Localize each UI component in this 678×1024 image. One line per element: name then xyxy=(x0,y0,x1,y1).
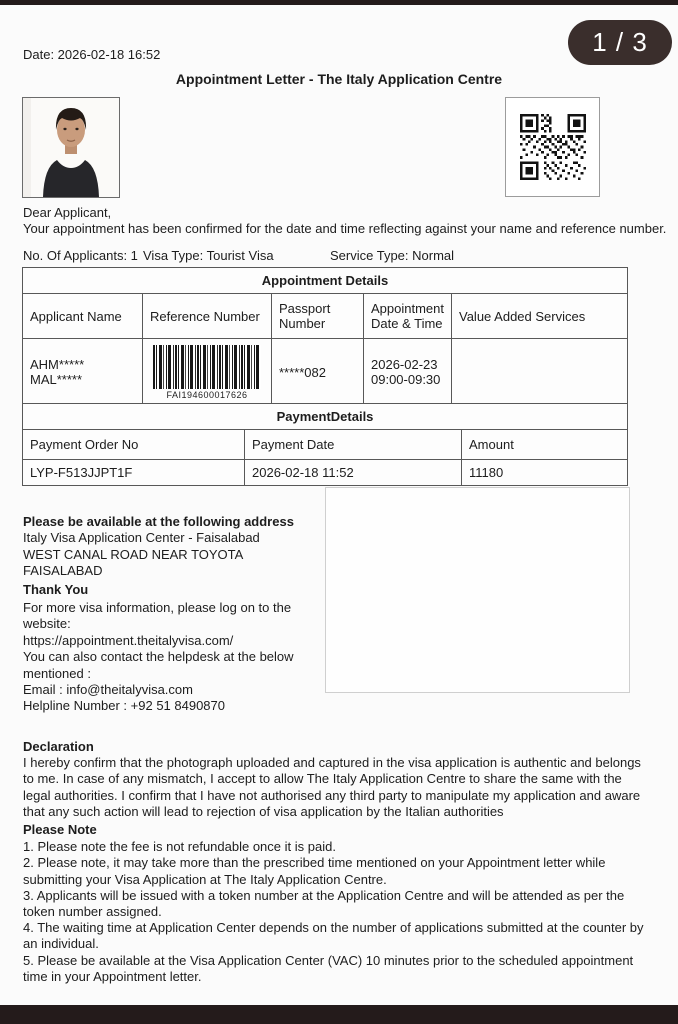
website-url: https://appointment.theitalyvisa.com/ xyxy=(23,632,234,648)
visa-type: Visa Type: Tourist Visa xyxy=(143,248,274,263)
viewer-bottom-bar xyxy=(0,1005,678,1024)
service-type: Service Type: Normal xyxy=(330,248,455,263)
col-header-passport-number: Passport Number xyxy=(272,294,364,339)
page-indicator-badge xyxy=(568,20,672,65)
reference-number-cell xyxy=(143,339,272,406)
signature-placeholder-box xyxy=(325,487,630,693)
barcode-label: FAI194600017626 xyxy=(166,389,248,400)
helpdesk-line-2: mentioned : xyxy=(23,665,91,681)
qr-code xyxy=(505,97,600,197)
helpline-line: Helpline Number : +92 51 8490870 xyxy=(23,698,226,714)
address-line-1: Italy Visa Application Center - Faisalabad xyxy=(23,530,260,546)
col-header-payment-date: Payment Date xyxy=(245,430,462,460)
address-block xyxy=(23,514,323,715)
helpdesk-line-1: You can also contact the helpdesk at the below xyxy=(23,649,294,665)
qr-code-graphic xyxy=(520,114,586,180)
letter-title: Appointment Letter - The Italy Application Centre xyxy=(175,71,503,87)
table-row xyxy=(23,339,628,406)
note-item: 4. The waiting time at Application Center depends on the number of applications submitted at the counter by an individual. xyxy=(23,920,644,952)
note-item: 1. Please note the fee is not refundable once it is paid. xyxy=(23,839,336,855)
please-note-heading: Please Note xyxy=(23,822,97,837)
payment-date-cell: 2026-02-18 11:52 xyxy=(245,460,462,486)
applicant-portrait-graphic xyxy=(23,98,119,197)
appointment-details-table xyxy=(22,267,628,406)
col-header-amount: Amount xyxy=(462,430,628,460)
passport-number-cell: *****082 xyxy=(272,339,364,406)
address-line-2: WEST CANAL ROAD NEAR TOYOTA FAISALABAD xyxy=(23,546,243,579)
thank-you: Thank You xyxy=(23,581,89,597)
declaration-text: I hereby confirm that the photograph uploaded and captured in the visa application is authentic and belongs to me. In case of any mismatch, I accept to allow The Italy Application Centre to share the same with the legal authorities. I confirm that I have not authorised any third party to manipulate my application and aware that any such action will lead to rejection of visa application by the Italian authorities xyxy=(23,755,641,819)
declaration-section xyxy=(23,739,651,820)
applicant-photo xyxy=(22,97,120,198)
barcode-graphic xyxy=(153,345,261,389)
salutation-block xyxy=(23,205,668,237)
col-header-applicant-name: Applicant Name xyxy=(23,294,143,339)
value-added-services-cell xyxy=(452,339,628,406)
payment-order-no-cell: LYP-F513JJPT1F xyxy=(23,460,245,486)
applicants-count: No. Of Applicants: 1 xyxy=(23,248,138,263)
website-intro: For more visa information, please log on to the website: xyxy=(23,600,292,632)
summary-row xyxy=(23,248,663,264)
letter-date: Date: 2026-02-18 16:52 xyxy=(23,47,161,62)
note-item: 3. Applicants will be issued with a token number at the Application Centre and will be attended as per the token number assigned. xyxy=(23,887,625,920)
col-header-appointment-datetime: Appointment Date & Time xyxy=(364,294,452,339)
payment-table-title: PaymentDetails xyxy=(23,404,628,430)
applicant-name-cell: AHM***** MAL***** xyxy=(23,339,143,406)
appointment-datetime-cell: 2026-02-23 09:00-09:30 xyxy=(364,339,452,406)
viewer-top-bar xyxy=(0,0,678,5)
email-line: Email : info@theitalyvisa.com xyxy=(23,682,193,698)
page-indicator-text: 1 / 3 xyxy=(592,27,648,57)
table-row xyxy=(23,460,628,486)
col-header-reference-number: Reference Number xyxy=(143,294,272,339)
declaration-heading: Declaration xyxy=(23,739,94,754)
payment-details-table xyxy=(22,403,628,486)
col-header-value-added-services: Value Added Services xyxy=(452,294,628,339)
appointment-table-title: Appointment Details xyxy=(23,268,628,294)
note-item: 5. Please be available at the Visa Application Center (VAC) 10 minutes prior to the scheduled appointment time in your Appointment letter. xyxy=(23,952,634,984)
address-heading: Please be available at the following address xyxy=(23,514,294,529)
confirmation-text: Your appointment has been confirmed for the date and time reflecting against your name and reference number. xyxy=(23,221,667,236)
please-note-section xyxy=(23,822,645,985)
col-header-payment-order-no: Payment Order No xyxy=(23,430,245,460)
note-item: 2. Please note, it may take more than the prescribed time mentioned on your Appointment letter while submitting your Visa Application at The Italy Application Centre. xyxy=(23,855,606,887)
amount-cell: 11180 xyxy=(462,460,628,486)
salutation: Dear Applicant, xyxy=(23,205,112,220)
